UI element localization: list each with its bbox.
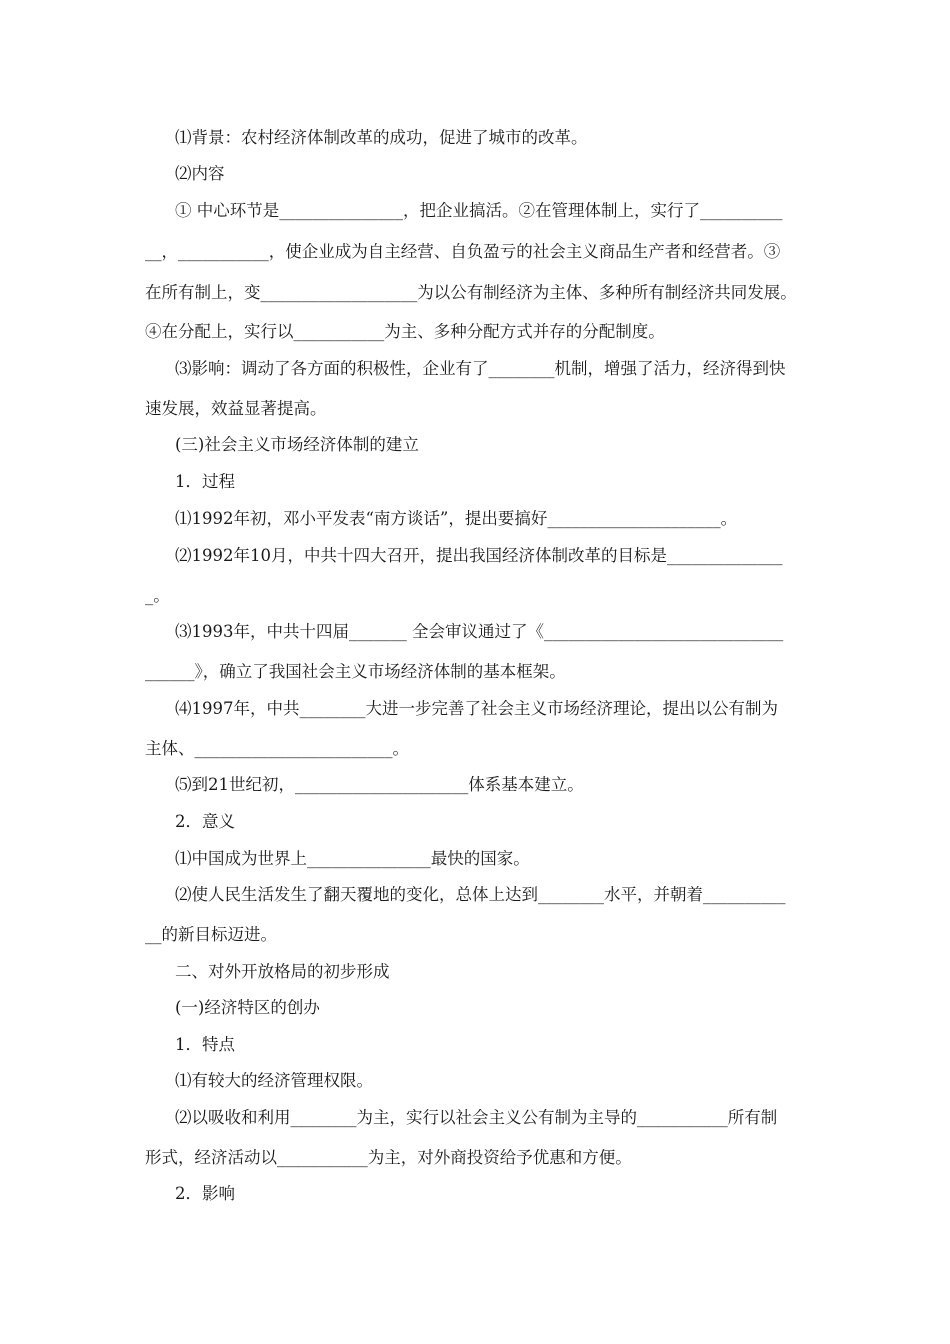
text-line: __，___________，使企业成为自主经营、自负盈亏的社会主义商品生产者和经营者。③ xyxy=(145,242,781,261)
text-line: 在所有制上，变___________________为以公有制经济为主体、多种所有制经济共同发展。 xyxy=(145,283,797,302)
text-line: ⑴1992年初，邓小平发表“南方谈话”，提出要搞好_____________________。 xyxy=(175,509,738,528)
text-line: ⑷1997年，中共________大进一步完善了社会主义市场经济理论，提出以公有制为 xyxy=(175,699,778,718)
text-line: ⑶1993年，中共十四届_______ 全会审议通过了《_____________________________ xyxy=(175,622,784,641)
subsection-heading: 2．影响 xyxy=(175,1184,235,1203)
text-line: 形式，经济活动以___________为主，对外商投资给予优惠和方便。 xyxy=(145,1148,632,1167)
section-heading: 二、对外开放格局的初步形成 xyxy=(175,962,390,981)
section-heading: (一)经济特区的创办 xyxy=(175,998,320,1017)
text-line: ⑵内容 xyxy=(175,164,225,183)
text-line: ⑴中国成为世界上_______________最快的国家。 xyxy=(175,849,530,868)
text-line: 主体、________________________。 xyxy=(145,739,409,758)
text-line: 速发展，效益显著提高。 xyxy=(145,399,327,418)
subsection-heading: 2．意义 xyxy=(175,812,235,831)
section-heading: (三)社会主义市场经济体制的建立 xyxy=(175,435,419,454)
text-line: ⑸到21世纪初，_____________________体系基本建立。 xyxy=(175,775,584,794)
text-line: ④在分配上，实行以___________为主、多种分配方式并存的分配制度。 xyxy=(145,322,665,341)
text-line: __的新目标迈进。 xyxy=(145,925,277,944)
subsection-heading: 1．过程 xyxy=(175,472,235,491)
text-line: ⑵使人民生活发生了翻天覆地的变化，总体上达到________水平，并朝着__________ xyxy=(175,885,786,904)
text-line: ⑴背景：农村经济体制改革的成功，促进了城市的改革。 xyxy=(175,128,588,147)
text-line: ① 中心环节是_______________，把企业搞活。②在管理体制上，实行了__________ xyxy=(175,201,783,220)
text-line: _。 xyxy=(145,586,170,605)
text-line: ______》，确立了我国社会主义市场经济体制的基本框架。 xyxy=(145,662,566,681)
text-line: ⑶影响：调动了各方面的积极性，企业有了________机制，增强了活力，经济得到快 xyxy=(175,359,786,378)
text-line: ⑴有较大的经济管理权限。 xyxy=(175,1071,373,1090)
text-line: ⑵以吸收和利用________为主，实行以社会主义公有制为主导的___________所有制 xyxy=(175,1108,778,1127)
subsection-heading: 1．特点 xyxy=(175,1035,235,1054)
text-line: ⑵1992年10月，中共十四大召开，提出我国经济体制改革的目标是______________ xyxy=(175,546,783,565)
